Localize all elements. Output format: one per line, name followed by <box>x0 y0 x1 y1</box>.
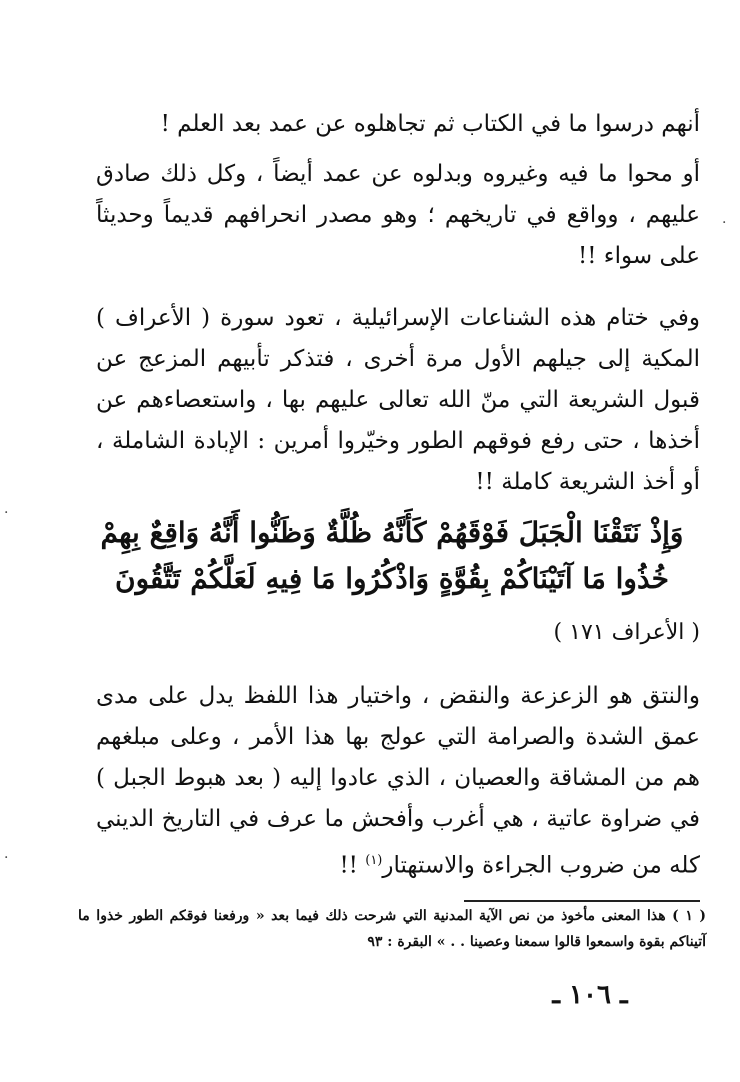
footnote-marker[interactable]: (١) <box>365 853 383 868</box>
paragraph-4 <box>96 676 700 887</box>
paragraph-3: وفي ختام هذه الشناعات الإسرائيلية ، تعود سورة ( الأعراف ) المكية إلى جيلهم الأول مرة أخرى ، فتذكر تأبيهم المزعج عن قبول الشريعة التي منّ الله تعالى عليهم بها ، واستعصاءهم عن أخذها ، حتى رفع فوقهم الطور وخيّروا أمرين : الإبادة الشاملة ، أو أخذ الشريعة كاملة !! <box>96 305 700 495</box>
quran-reference: ( الأعراف ١٧١ ) <box>553 620 700 645</box>
paragraph-4-end: !! <box>339 852 366 879</box>
quran-verse: وَإِذْ نَتَقْنَا الْجَبَلَ فَوْقَهُمْ كَأَنَّهُ ظُلَّةٌ وَظَنُّوا أَنَّهُ وَاقِعٌ بِهِمْ خُذُوا مَا آتَيْنَاكُمْ بِقُوَّةٍ وَاذْكُرُوا مَا فِيهِ لَعَلَّكُمْ تَتَّقُونَ <box>100 516 684 595</box>
paragraph-4-text: والنتق هو الزعزعة والنقض ، واختيار هذا اللفظ يدل على مدى عمق الشدة والصرامة التي عولج بها هذا الأمر ، وعلى مبلغهم هم من المشاقة والعصيان ، الذي عادوا إليه ( بعد هبوط الجبل ) في ضراوة عاتية ، هي أغرب وأفحش ما عرف في التاريخ الديني كله من ضروب الجراءة والاستهتار <box>96 683 700 879</box>
footnote: ( ١ ) هذا المعنى مأخوذ من نص الآية المدنية التي شرحت ذلك فيما بعد « ورفعنا فوقكم الطور خذوا ما آتيناكم بقوة واسمعوا قالوا سمعنا وعصينا . . » البقرة : ٩٣ <box>78 908 707 950</box>
paragraph-2: أو محوا ما فيه وغيروه وبدلوه عن عمد أيضاً ، وكل ذلك صادق عليهم ، وواقع في تاريخهم ؛ وهو مصدر انحرافهم قديماً وحديثاً على سواء !! <box>96 161 700 269</box>
margin-dot-icon: · <box>722 215 727 231</box>
footnote-divider <box>464 900 700 902</box>
paragraph-1: أنهم درسوا ما في الكتاب ثم تجاهلوه عن عمد بعد العلم ! <box>160 111 700 137</box>
page-number: ـ ١٠٦ ـ <box>552 980 628 1010</box>
margin-dot-icon: · <box>4 505 9 521</box>
margin-dot-icon: · <box>4 850 9 866</box>
